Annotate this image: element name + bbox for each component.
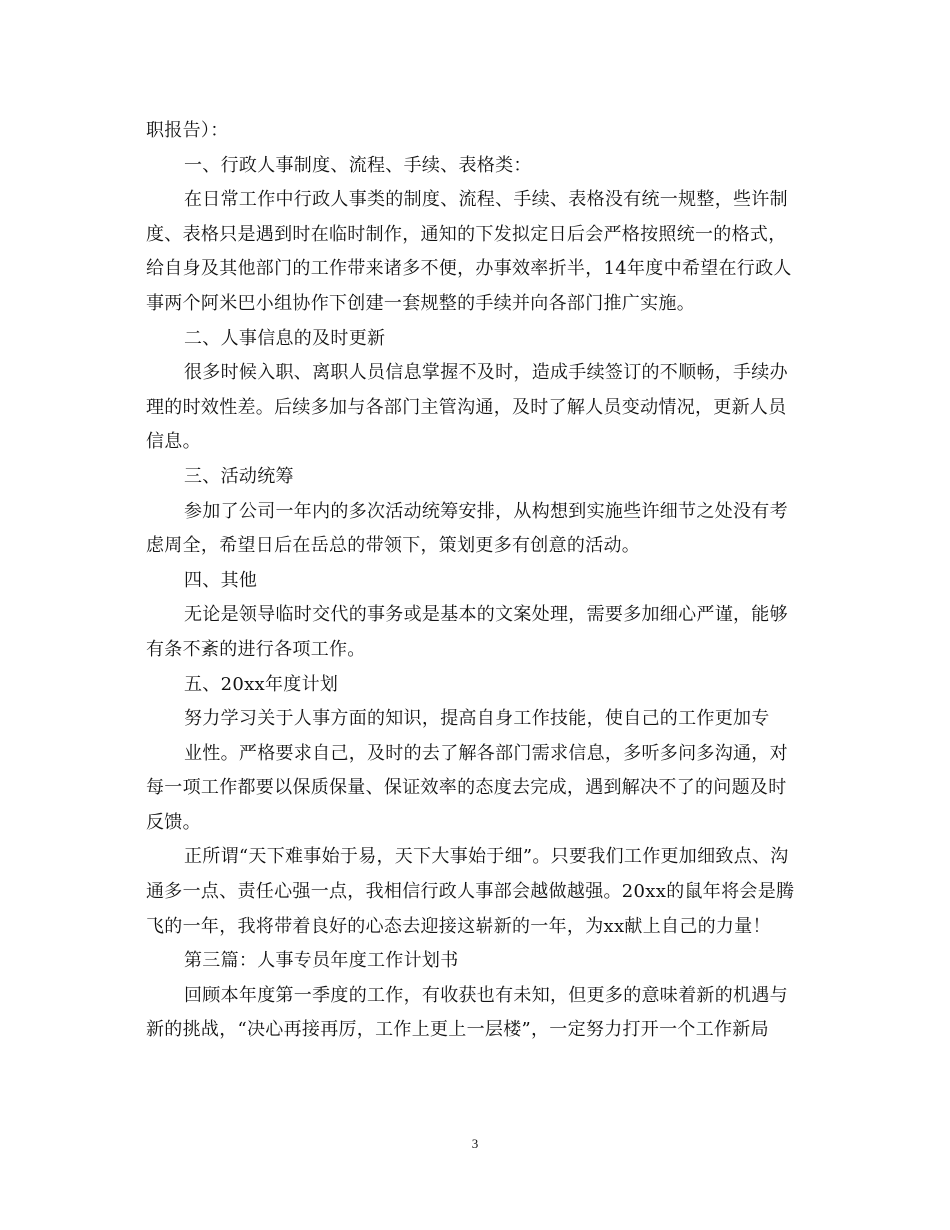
- page-number: 3: [471, 1136, 479, 1151]
- text-line: 反馈。: [146, 811, 201, 833]
- text-line: 回顾本年度第一季度的工作，有收获也有未知，但更多的意味着新的机遇与: [184, 984, 788, 1006]
- document-body: [146, 114, 806, 1048]
- text-line: 二、人事信息的及时更新: [184, 327, 386, 349]
- text-line: 一、行政人事制度、流程、手续、表格类：: [184, 154, 532, 176]
- text-line: 很多时候入职、离职人员信息掌握不及时，造成手续签订的不顺畅，手续办: [184, 362, 788, 384]
- text-line: 给自身及其他部门的工作带来诸多不便，办事效率折半，14年度中希望在行政人: [146, 258, 792, 280]
- text-line: 在日常工作中行政人事类的制度、流程、手续、表格没有统一规整，些许制: [184, 189, 788, 211]
- text-line: 职报告）：: [146, 120, 229, 141]
- text-line: 努力学习关于人事方面的知识，提高自身工作技能，使自己的工作更加专: [184, 708, 770, 730]
- text-line: 理的时效性差。后续多加与各部门主管沟通，及时了解人员变动情况，更新人员: [146, 396, 787, 418]
- text-line: 正所谓“天下难事始于易，天下大事始于细”。只要我们工作更加细致点、沟: [184, 846, 789, 868]
- text-line: 每一项工作都要以保质保量、保证效率的态度去完成，遇到解决不了的问题及时: [146, 777, 787, 799]
- text-line: 三、活动统筹: [184, 465, 294, 487]
- text-line: 度、表格只是遇到时在临时制作，通知的下发拟定日后会严格按照统一的格式，: [146, 223, 787, 245]
- text-line: 四、其他: [184, 569, 258, 591]
- text-line: 业性。严格要求自己，及时的去了解各部门需求信息，多听多问多沟通，对: [184, 742, 788, 764]
- text-line: 参加了公司一年内的多次活动统筹安排，从构想到实施些许细节之处没有考: [184, 500, 788, 522]
- text-line: 通多一点、责任心强一点，我相信行政人事部会越做越强。20xx的鼠年将会是腾: [146, 881, 795, 903]
- text-line: 第三篇：人事专员年度工作计划书: [184, 950, 459, 972]
- text-line: 新的挑战，“决心再接再厉，工作上更上一层楼”，一定努力打开一个工作新局: [146, 1019, 769, 1041]
- text-line: 虑周全，希望日后在岳总的带领下，策划更多有创意的活动。: [146, 535, 641, 557]
- text-line: 五、20xx年度计划: [184, 673, 339, 695]
- text-line: 飞的一年，我将带着良好的心态去迎接这崭新的一年，为xx献上自己的力量！: [146, 915, 771, 937]
- text-line: 无论是领导临时交代的事务或是基本的文案处理，需要多加细心严谨，能够: [184, 604, 788, 626]
- text-line: 事两个阿米巴小组协作下创建一套规整的手续并向各部门推广实施。: [146, 292, 695, 314]
- text-line: 信息。: [146, 431, 201, 453]
- text-line: 有条不紊的进行各项工作。: [146, 638, 366, 660]
